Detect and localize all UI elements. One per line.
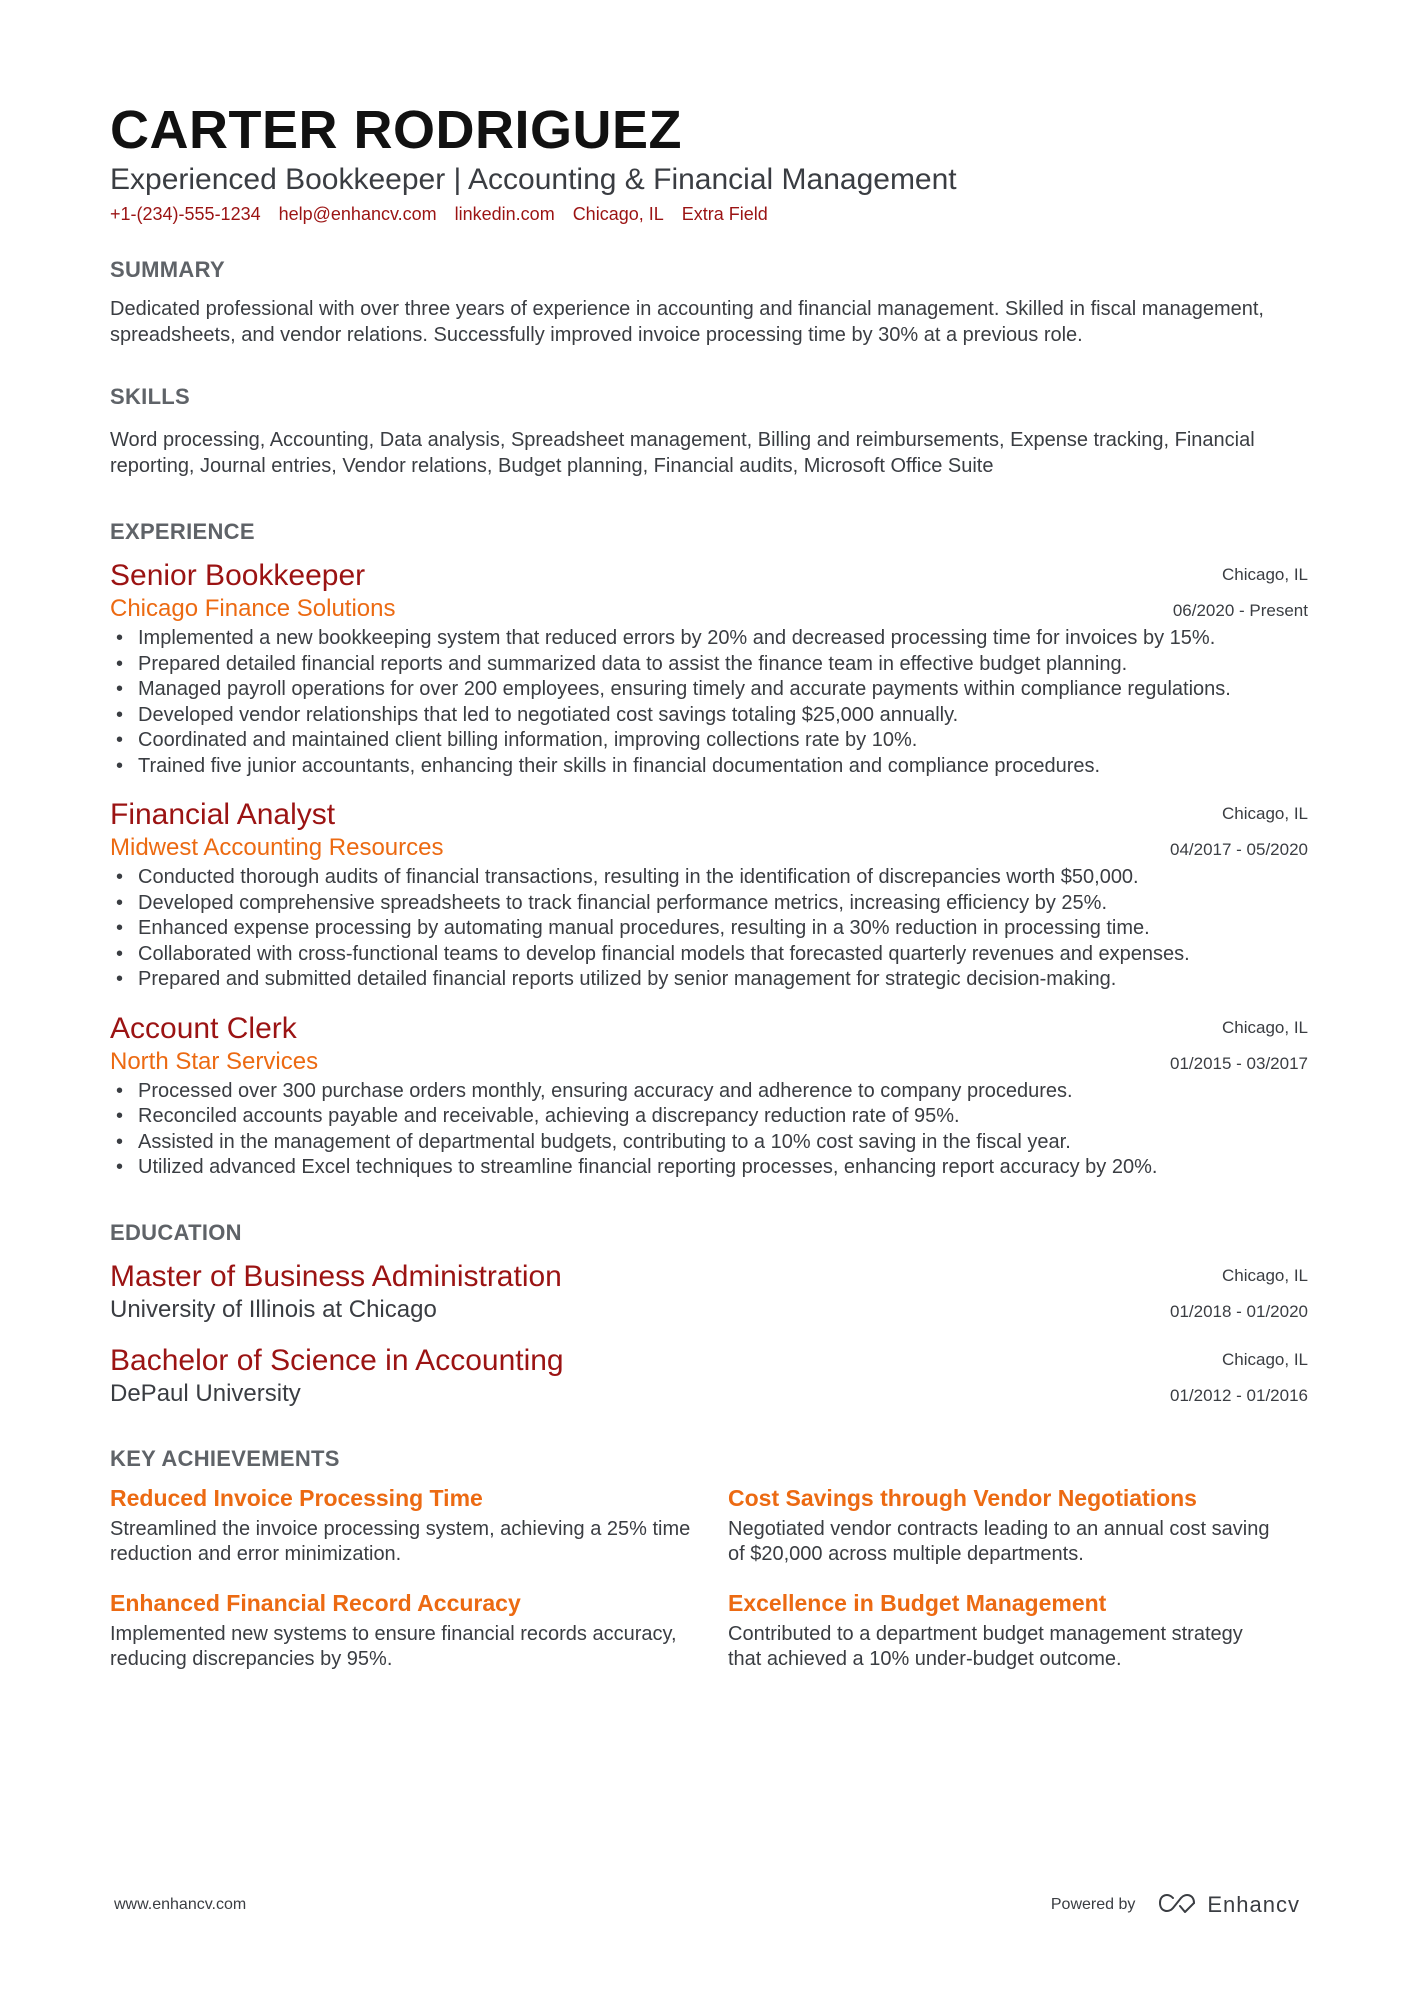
entry-subheader-row bbox=[110, 594, 1308, 624]
bullet-item: • Processed over 300 purchase orders monthly, ensuring accuracy and adherence to company procedures. bbox=[110, 1079, 1308, 1105]
degree-title: Bachelor of Science in Accounting bbox=[110, 1343, 564, 1377]
contact-extra-field: Extra Field bbox=[681, 204, 768, 224]
section-title-skills: SKILLS bbox=[110, 384, 191, 409]
education-dates: 01/2018 - 01/2020 bbox=[1169, 1301, 1308, 1321]
contact-email[interactable]: help@enhancv.com bbox=[278, 204, 437, 224]
education-entry bbox=[110, 1343, 1308, 1409]
bullet-item: • Conducted thorough audits of financial transactions, resulting in the identification of discrepancies worth $50,000. bbox=[110, 865, 1308, 891]
job-dates: 01/2015 - 03/2017 bbox=[1169, 1053, 1308, 1073]
resume-header bbox=[110, 100, 1308, 226]
section-title-education: EDUCATION bbox=[110, 1219, 242, 1245]
entry-subheader-row bbox=[110, 833, 1308, 863]
job-bullets bbox=[110, 626, 1308, 779]
job-title: Senior Bookkeeper bbox=[110, 559, 366, 592]
bullet-item: • Developed comprehensive spreadsheets to track financial performance metrics, increasing efficiency by 25%. bbox=[110, 891, 1308, 917]
entry-subheader-row bbox=[110, 1047, 1308, 1077]
education-location: Chicago, IL bbox=[1222, 1349, 1308, 1369]
summary-text: Dedicated professional with over three years of experience in accounting and financial management. Skilled in fiscal management, spreadsheets, and vendor relations. Successfully improved invoice processing time by 30% at a previous role. bbox=[110, 298, 1264, 346]
bullet-item: • Assisted in the management of departmental budgets, contributing to a 10% cost saving in the fiscal year. bbox=[110, 1130, 1308, 1156]
entry-subheader-row bbox=[110, 1295, 1308, 1325]
contact-phone[interactable]: +1-(234)-555-1234 bbox=[110, 204, 261, 224]
powered-by-label: Powered by bbox=[1050, 1896, 1136, 1913]
achievement-description: Negotiated vendor contracts leading to an annual cost saving of $20,000 across multiple departments. bbox=[728, 1517, 1270, 1565]
section-title-achievements: KEY ACHIEVEMENTS bbox=[110, 1445, 340, 1471]
summary-section bbox=[110, 256, 1308, 348]
bullet-item: • Prepared and submitted detailed financial reports utilized by senior management for strategic decision-making. bbox=[110, 967, 1308, 993]
job-bullets bbox=[110, 865, 1308, 993]
bullet-item: • Reconciled accounts payable and receivable, achieving a discrepancy reduction rate of 95%. bbox=[110, 1104, 1308, 1130]
entry-subheader-row bbox=[110, 1379, 1308, 1409]
achievement-title: Reduced Invoice Processing Time bbox=[110, 1484, 483, 1511]
section-title-experience: EXPERIENCE bbox=[110, 519, 255, 544]
achievement-title: Enhanced Financial Record Accuracy bbox=[110, 1589, 521, 1616]
bullet-item: • Managed payroll operations for over 200 employees, ensuring timely and accurate payments within compliance regulations. bbox=[110, 677, 1308, 703]
school-name: University of Illinois at Chicago bbox=[110, 1295, 437, 1323]
bullet-item: • Trained five junior accountants, enhancing their skills in financial documentation and compliance procedures. bbox=[110, 754, 1308, 780]
entry-header-row bbox=[110, 1011, 1308, 1047]
bullet-item: • Coordinated and maintained client billing information, improving collections rate by 10%. bbox=[110, 728, 1308, 754]
bullet-item: • Enhanced expense processing by automating manual procedures, resulting in a 30% reduction in processing time. bbox=[110, 916, 1308, 942]
candidate-headline: Experienced Bookkeeper | Accounting & Financial Management bbox=[110, 163, 957, 196]
contact-linkedin[interactable]: linkedin.com bbox=[454, 204, 555, 224]
contact-info bbox=[110, 202, 1308, 226]
achievement-description: Streamlined the invoice processing system, achieving a 25% time reduction and error minimization. bbox=[110, 1517, 691, 1565]
experience-entry bbox=[110, 797, 1308, 993]
company-name: North Star Services bbox=[110, 1047, 319, 1075]
experience-section bbox=[110, 518, 1308, 1181]
bullet-item: • Utilized advanced Excel techniques to streamline financial reporting processes, enhancing report accuracy by 20%. bbox=[110, 1155, 1308, 1181]
footer-url[interactable]: www.enhancv.com bbox=[114, 1896, 247, 1913]
bullet-item: • Prepared detailed financial reports and summarized data to assist the finance team in effective budget planning. bbox=[110, 652, 1308, 678]
bullet-item: • Implemented a new bookkeeping system that reduced errors by 20% and decreased processing time for invoices by 15%. bbox=[110, 626, 1308, 652]
company-name: Chicago Finance Solutions bbox=[110, 595, 396, 622]
bullet-item: • Developed vendor relationships that led to negotiated cost savings totaling $25,000 annually. bbox=[110, 703, 1308, 729]
achievements-section bbox=[110, 1445, 1308, 1673]
brand-name: Enhancv bbox=[1207, 1892, 1300, 1917]
entry-header-row bbox=[110, 1259, 1308, 1295]
achievement-title: Cost Savings through Vendor Negotiations bbox=[728, 1484, 1197, 1511]
achievement-description: Implemented new systems to ensure financial records accuracy, reducing discrepancies by 95%. bbox=[110, 1622, 677, 1670]
achievement-item bbox=[110, 1483, 728, 1568]
job-title: Financial Analyst bbox=[110, 798, 336, 831]
achievement-item bbox=[728, 1483, 1308, 1568]
achievement-description: Contributed to a department budget management strategy that achieved a 10% under-budget outcome. bbox=[728, 1622, 1243, 1670]
education-section bbox=[110, 1219, 1308, 1409]
job-location: Chicago, IL bbox=[1222, 1017, 1308, 1037]
job-bullets bbox=[110, 1079, 1308, 1181]
degree-title: Master of Business Administration bbox=[110, 1259, 562, 1293]
skills-section bbox=[110, 383, 1308, 479]
entry-header-row bbox=[110, 1343, 1308, 1379]
entry-header-row bbox=[110, 558, 1308, 594]
experience-entry bbox=[110, 1011, 1308, 1181]
resume-page bbox=[110, 100, 1308, 1673]
experience-entry bbox=[110, 558, 1308, 779]
company-name: Midwest Accounting Resources bbox=[110, 834, 444, 861]
brand-logo[interactable] bbox=[1157, 1892, 1300, 1919]
education-dates: 01/2012 - 01/2016 bbox=[1169, 1385, 1308, 1405]
education-entry bbox=[110, 1259, 1308, 1325]
school-name: DePaul University bbox=[110, 1379, 301, 1407]
achievement-item bbox=[728, 1588, 1308, 1673]
candidate-name: CARTER RODRIGUEZ bbox=[110, 100, 682, 160]
powered-by bbox=[1051, 1892, 1300, 1919]
achievement-title: Excellence in Budget Management bbox=[728, 1589, 1107, 1616]
job-dates: 06/2020 - Present bbox=[1172, 601, 1308, 620]
skills-text: Word processing, Accounting, Data analysis, Spreadsheet management, Billing and reimbursements, Expense tracking, Financial reporting, Journal entries, Vendor relations, Budget planning, Financial audits, Microsoft Office Suite bbox=[110, 429, 1255, 477]
section-title-summary: SUMMARY bbox=[110, 257, 225, 282]
job-location: Chicago, IL bbox=[1222, 804, 1308, 823]
achievements-grid bbox=[110, 1483, 1308, 1673]
education-location: Chicago, IL bbox=[1222, 1265, 1308, 1285]
job-title: Account Clerk bbox=[110, 1011, 297, 1045]
page-footer bbox=[114, 1885, 1300, 1925]
achievement-item bbox=[110, 1588, 728, 1673]
job-dates: 04/2017 - 05/2020 bbox=[1169, 840, 1308, 859]
job-location: Chicago, IL bbox=[1222, 565, 1308, 584]
contact-location: Chicago, IL bbox=[572, 204, 664, 224]
entry-header-row bbox=[110, 797, 1308, 833]
enhancv-logo-icon bbox=[1157, 1892, 1197, 1919]
bullet-item: • Collaborated with cross-functional teams to develop financial models that forecasted quarterly revenues and expenses. bbox=[110, 942, 1308, 968]
